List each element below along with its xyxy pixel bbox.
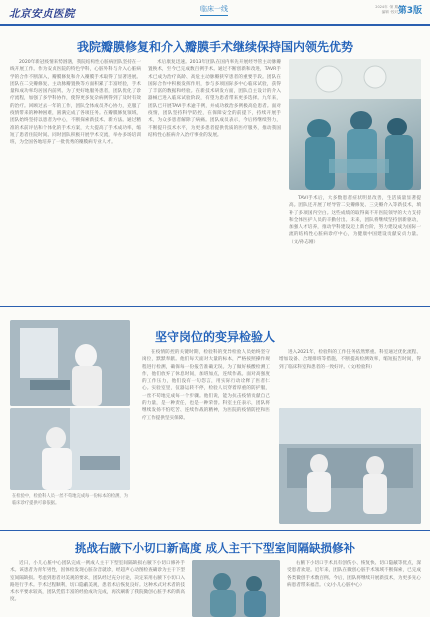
article3-text-1: 近日，小儿心脏中心团队完成一例成人主干下型室间隔缺损右腋下小切口修补手术。该患者为青年男性，因体检发现心脏杂音就诊，经超声心动图检查确诊为主干下型室间隔缺损。考虑到患者对美观的要求，团队经过充分讨论，决定采用右腋下小切口入路进行手术。手术过程顺利，切口隐蔽美观，患者术后恢复良好。这种术式对术者的技术水平要求较高，团队凭借丰富的经验成功完成，再次刷新了我院微创心脏手术的新高度。 — [10, 561, 185, 603]
lab-photo-2 — [10, 408, 130, 490]
lab-photo-1-illustration — [10, 320, 130, 406]
newspaper-logo: 北京安贞医院 — [9, 8, 75, 20]
article2-col1 — [142, 349, 270, 525]
lab-photo-3 — [279, 408, 421, 524]
operating-photo-illustration — [192, 560, 280, 617]
divider-2 — [0, 530, 430, 531]
article1-text-1: 2020年新冠疫情来势汹汹，我院结构性心脏病团队坚持在一线开展工作。作为安贞医院的特色学科，心脏外科与介入心脏病学的合作不断深入，瓣膜修复和介入瓣膜手术取得了显著进展。团队在二尖瓣修复、主动脉瓣置换等方面积累了丰富经验，手术量和成功率均居国内前列。为了更好地服务患者，团队优化了诊疗流程，加强了多学科协作，使得更多复杂病例得到了及时有效的治疗。回顾过去一年的工作，团队全体成员齐心协力，克服了疫情带来的种种困难，圆满完成了各项任务。在瓣膜修复领域，团队始终坚持以患者为中心，不断探索新技术、新方法。通过精准的术前评估和个体化的手术方案，大大提高了手术成功率，缩短了患者住院时间。同时团队积极开展学术交流，举办多场培训班，为全国各地培养了一批优秀的瓣膜病专业人才。 — [10, 60, 141, 146]
article1-text-2: 术后康复迅速。2013年团队在国内率先开展经导管主动脉瓣置换术，至今已完成数百例手术。通过不断创新和改进，TAVR手术已成为治疗高龄、高危主动脉瓣狭窄患者的重要手段。团队在国际合作中积极发挥作用，参与多项国际多中心临床试验，获得了丰富的数据和经验。在新技术研发方面，团队自主设计的介入器械已进入临床试验阶段，有望为患者带来更多选择。九年来，团队已开展TAVI手术逾千例，并成功救治多例极高危患者。面对疫情，团队坚持科学防控，在保障安全的前提下，持续开展手术，为众多患者解除了病痛。团队成员表示，今后将继续努力，不断提升技术水平，为更多患者提供优质的医疗服务，推动我国结构性心脏病介入治疗事业的发展。 — [148, 60, 281, 138]
article2-text-2: 进入2021年，检验科的工作任务依然繁重。科室通过优化流程、增加设备、合理排班等措施，不断提高检测效率，缩短报告时间，得到了临床科室和患者的一致好评。（文/检验科） — [279, 350, 421, 370]
article3-col1 — [10, 560, 185, 617]
operating-photo — [192, 560, 280, 617]
article3-text-2: 右腋下小切口手术具有创伤小、恢复快、切口隐蔽等优点，深受患者欢迎。近年来，团队在微创心脏手术领域不断探索，已完成各类微创手术数百例。今后，团队将继续开展新技术，为更多先心病患者带来福音。（文/小儿心脏中心） — [287, 561, 421, 588]
article1-title: 我院瓣膜修复和介入瓣膜手术继续保持国内领先优势 — [76, 40, 353, 54]
article1-col3 — [289, 195, 421, 300]
issue-meta: 2024年 ·第 期 编辑 ·校对 — [375, 5, 398, 14]
surgery-photo-illustration — [289, 59, 421, 190]
article2-text-1: 在疫情防控的关键时期，检验科的变异检验人员始终坚守岗位，默默奉献。他们每天面对大量的标本，严格按照操作规程进行检测，确保每一份报告准确无误。为了做好核酸检测工作，他们放弃了休息时间，加班加点，连续作战。面对高强度的工作压力，他们没有一句怨言，用实际行动诠释了医者仁心。实验室里，仪器运转不停，检验人员穿着厚重的防护服，一丝不苟地完成每一个步骤。他们说，能为抗击疫情贡献自己的力量，是一种责任，也是一种荣誉。科室主任表示，团队将继续发扬不怕吃苦、连续作战的精神，为医院的疫情防控和医疗工作提供坚实保障。 — [142, 350, 270, 421]
masthead — [0, 0, 430, 26]
lab-photo-1 — [10, 320, 130, 406]
surgery-photo — [289, 59, 421, 190]
article2-title: 坚守岗位的变异检验人 — [154, 330, 275, 344]
article1-col1 — [10, 59, 141, 299]
article2-caption: 在检验中，检验科人员一丝不苟地完成每一份标本的检测，为临床诊疗提供可靠依据。 — [12, 494, 129, 506]
lab-photo-3-illustration — [279, 408, 421, 524]
column-tag: 临床一线 — [200, 4, 228, 16]
top-rule — [0, 24, 430, 26]
article2-col2 — [279, 349, 421, 405]
lab-photo-2-illustration — [10, 408, 130, 490]
page-number: 第3版 — [397, 6, 422, 16]
article3-title: 挑战右腋下小切口新高度 成人主干下型室间隔缺损修补 — [74, 541, 355, 555]
divider-1 — [0, 306, 430, 307]
article1-col2 — [148, 59, 281, 299]
article1-text-3: TAVI手术后，大多数患者症状明显改善，生活质量显著提高。团队还开展了经导管二尖瓣修复、三尖瓣介入等新技术，填补了多项国内空白。这些成绩的取得离不开医院领导的大力支持和全体医护人员的辛勤付出。未来，团队将继续坚持创新驱动，加强人才培养，推动学科建设迈上新台阶，努力建设成为国际一流的结构性心脏病诊疗中心，为健康中国建设贡献安贞力量。（文/孙志刚） — [289, 196, 421, 245]
article3-col2 — [287, 560, 421, 617]
